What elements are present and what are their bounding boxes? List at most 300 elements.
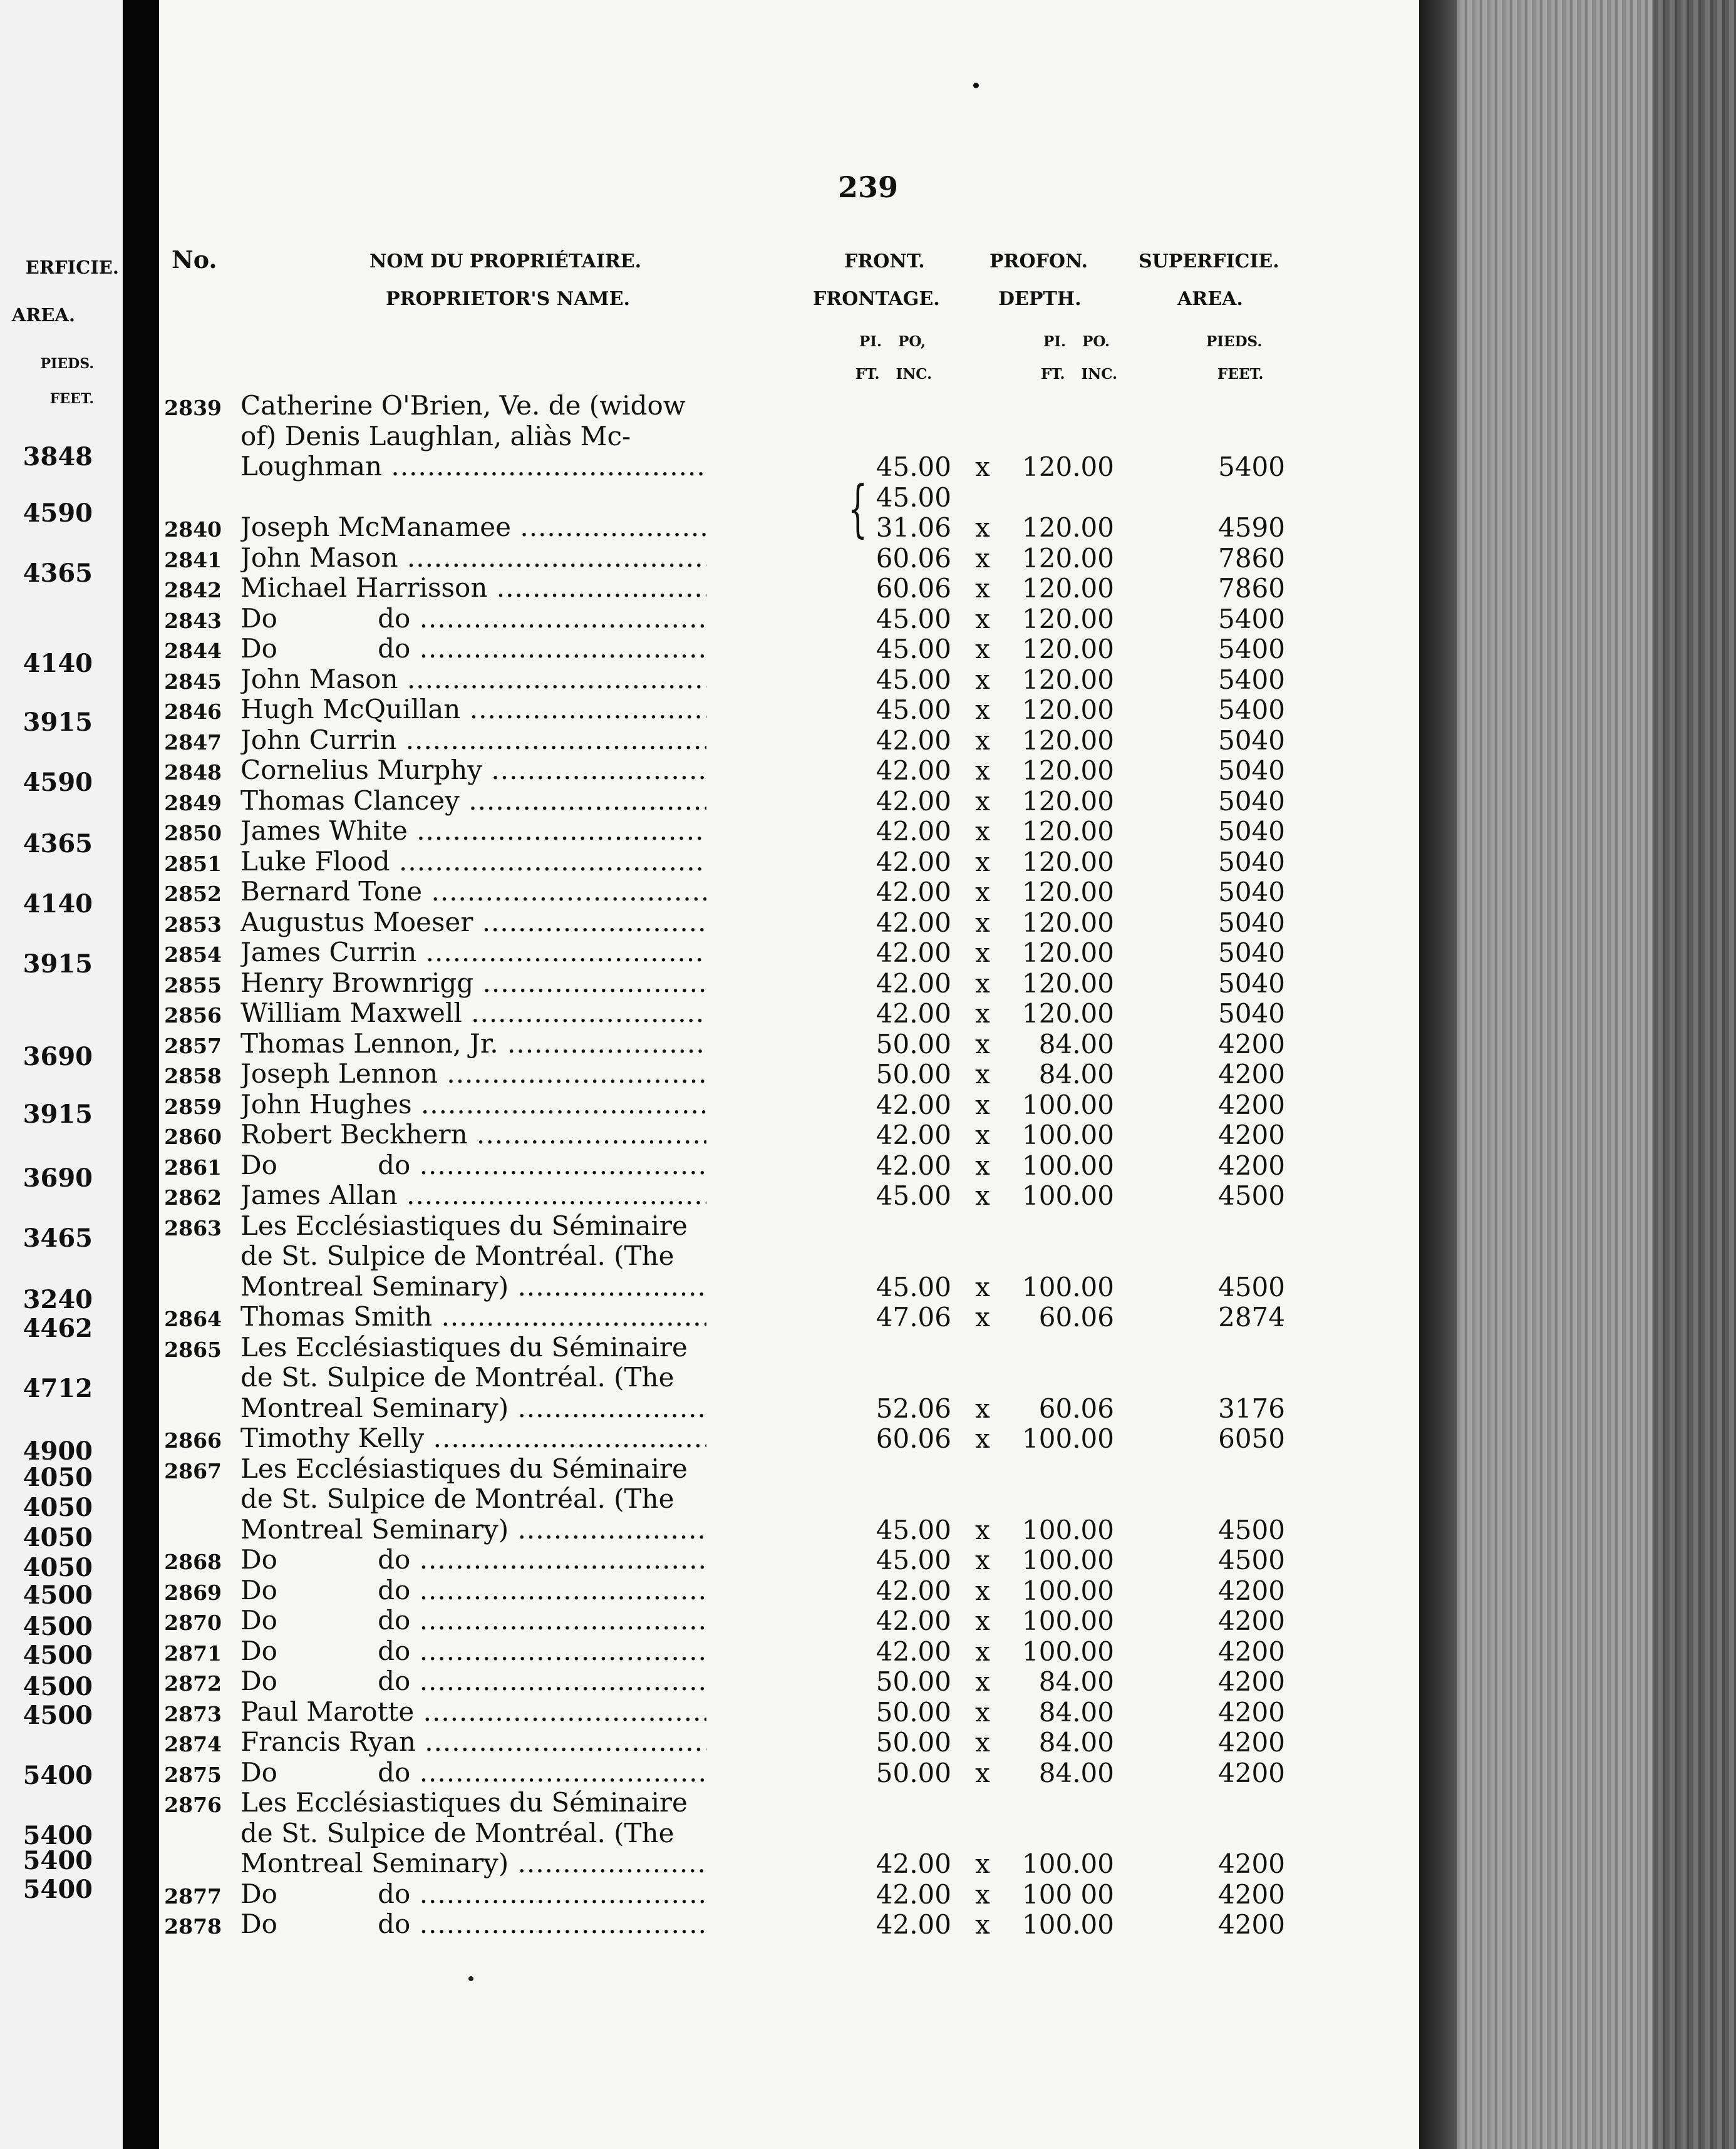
area-value: 4200 bbox=[1218, 1575, 1285, 1606]
depth-value: 84.00 bbox=[1038, 1696, 1114, 1728]
area-value: 5400 bbox=[1218, 603, 1285, 634]
depth-unit-fr: PI. PO. bbox=[1043, 333, 1110, 350]
depth-value: 100.00 bbox=[1022, 1545, 1114, 1575]
depth-value: 120.00 bbox=[1022, 603, 1114, 634]
depth-value: 120.00 bbox=[1022, 816, 1114, 847]
frontage-value: 45.00 bbox=[876, 603, 951, 634]
depth-value: 100.00 bbox=[1022, 1120, 1114, 1150]
entry-number: 2857 bbox=[164, 1033, 222, 1058]
frontage-value: 42.00 bbox=[876, 1575, 951, 1606]
times-sign: x bbox=[975, 937, 990, 968]
area-value: 4500 bbox=[1218, 1180, 1285, 1211]
times-sign: x bbox=[975, 451, 990, 482]
area-value: 5040 bbox=[1218, 877, 1285, 907]
times-sign: x bbox=[975, 967, 990, 999]
frontage-value: 60.06 bbox=[876, 573, 951, 604]
entry-number: 2855 bbox=[164, 972, 222, 997]
print-speck bbox=[973, 83, 979, 88]
times-sign: x bbox=[975, 1120, 990, 1150]
proprietor-name-line: Augustus Moeser ..... bbox=[240, 907, 706, 937]
area-value: 5400 bbox=[1218, 694, 1285, 725]
area-value: 6050 bbox=[1218, 1423, 1285, 1454]
area-value: 4200 bbox=[1218, 1757, 1285, 1788]
entry-number: 2864 bbox=[164, 1307, 222, 1331]
area-value: 5040 bbox=[1218, 907, 1285, 938]
frontage-value: 42.00 bbox=[876, 1909, 951, 1940]
frontage-value: 42.00 bbox=[876, 967, 951, 999]
front-unit-fr: PI. PO, bbox=[859, 333, 926, 350]
proprietor-name-line: Timothy Kelly ..... bbox=[240, 1423, 706, 1453]
print-speck bbox=[468, 1976, 473, 1981]
proprietor-name-line: Thomas Clancey ..... bbox=[240, 786, 706, 816]
proprietor-name-line: Montreal Seminary) ..... bbox=[240, 1848, 706, 1878]
times-sign: x bbox=[975, 877, 990, 907]
area-value: 5040 bbox=[1218, 998, 1285, 1029]
times-sign: x bbox=[975, 1727, 990, 1758]
proprietor-name-line: of) Denis Laughlan, aliàs Mc- bbox=[240, 421, 631, 451]
entry-number: 2856 bbox=[164, 1003, 222, 1028]
header-owner-en: PROPRIETOR'S NAME. bbox=[386, 288, 630, 310]
proprietor-name-line: Paul Marotte ..... bbox=[240, 1697, 706, 1727]
entry-number: 2854 bbox=[164, 942, 222, 967]
left-area-value: 4365 bbox=[23, 829, 93, 858]
depth-value: 100.00 bbox=[1022, 1423, 1114, 1454]
frontage-value: 42.00 bbox=[876, 1120, 951, 1150]
frontage-value: 52.06 bbox=[876, 1393, 951, 1424]
frontage-value: 60.06 bbox=[876, 542, 951, 574]
area-value: 5040 bbox=[1218, 816, 1285, 847]
proprietor-name-line: Thomas Smith ..... bbox=[240, 1302, 706, 1332]
entry-number: 2850 bbox=[164, 821, 222, 845]
times-sign: x bbox=[975, 1545, 990, 1575]
proprietor-name-line: Francis Ryan ..... bbox=[240, 1727, 706, 1757]
left-area-value: 4500 bbox=[23, 1672, 93, 1701]
left-area-value: 5400 bbox=[23, 1761, 93, 1790]
area-value: 7860 bbox=[1218, 573, 1285, 604]
frontage-value: 42.00 bbox=[876, 724, 951, 756]
frontage-value: 60.06 bbox=[876, 1423, 951, 1454]
proprietor-name-line: Loughman ..... bbox=[240, 451, 706, 482]
entry-number: 2845 bbox=[164, 669, 222, 694]
depth-value: 84.00 bbox=[1038, 1666, 1114, 1697]
entry-number: 2861 bbox=[164, 1155, 222, 1180]
depth-value: 100.00 bbox=[1022, 1271, 1114, 1302]
frontage-value: 45.00 bbox=[876, 1545, 951, 1575]
frontage-value: 31.06 bbox=[876, 512, 951, 543]
area-unit-en: FEET. bbox=[1217, 366, 1264, 383]
proprietor-name-line: James White ..... bbox=[240, 816, 706, 846]
area-value: 5040 bbox=[1218, 937, 1285, 968]
entry-number: 2863 bbox=[164, 1215, 222, 1240]
proprietor-name-line: Luke Flood ..... bbox=[240, 847, 706, 877]
left-header-superficie: ERFICIE. bbox=[25, 257, 119, 278]
times-sign: x bbox=[975, 1423, 990, 1454]
frontage-value: 42.00 bbox=[876, 1636, 951, 1667]
proprietor-name-line: Les Ecclésiastiques du Séminaire bbox=[240, 1788, 688, 1818]
proprietor-name-line: Joseph Lennon ..... bbox=[240, 1059, 706, 1089]
area-value: 4200 bbox=[1218, 1727, 1285, 1758]
entry-number: 2841 bbox=[164, 547, 222, 572]
entry-number: 2868 bbox=[164, 1550, 222, 1574]
times-sign: x bbox=[975, 1757, 990, 1788]
depth-value: 120.00 bbox=[1022, 694, 1114, 725]
depth-value: 100.00 bbox=[1022, 1180, 1114, 1211]
area-value: 4590 bbox=[1218, 512, 1285, 543]
depth-value: 120.00 bbox=[1022, 451, 1114, 482]
entry-number: 2875 bbox=[164, 1762, 222, 1787]
area-value: 2874 bbox=[1218, 1302, 1285, 1332]
header-no: No. bbox=[172, 245, 217, 274]
area-value: 5400 bbox=[1218, 664, 1285, 695]
proprietor-name-line: Do do ..... bbox=[240, 1605, 706, 1636]
times-sign: x bbox=[975, 907, 990, 938]
proprietor-name-line: Montreal Seminary) ..... bbox=[240, 1272, 706, 1302]
frontage-value: 42.00 bbox=[876, 846, 951, 877]
proprietor-name-line: Do do ..... bbox=[240, 604, 706, 634]
area-value: 4500 bbox=[1218, 1271, 1285, 1302]
frontage-value: 42.00 bbox=[876, 937, 951, 968]
proprietor-name-line: William Maxwell ..... bbox=[240, 998, 706, 1028]
frontage-value: 45.00 bbox=[876, 1514, 951, 1545]
depth-value: 120.00 bbox=[1022, 512, 1114, 543]
proprietor-name-line: Catherine O'Brien, Ve. de (widow bbox=[240, 391, 686, 421]
proprietor-name-line: de St. Sulpice de Montréal. (The bbox=[240, 1484, 674, 1514]
area-value: 5400 bbox=[1218, 634, 1285, 664]
document-page bbox=[159, 0, 1419, 2149]
times-sign: x bbox=[975, 1150, 990, 1181]
proprietor-name-line: de St. Sulpice de Montréal. (The bbox=[240, 1241, 674, 1271]
times-sign: x bbox=[975, 1878, 990, 1910]
frontage-value: 42.00 bbox=[876, 785, 951, 817]
entry-number: 2872 bbox=[164, 1671, 222, 1696]
entry-number: 2859 bbox=[164, 1094, 222, 1119]
entry-number: 2840 bbox=[164, 517, 222, 542]
area-value: 4500 bbox=[1218, 1545, 1285, 1575]
left-sub-pieds: PIEDS. bbox=[40, 356, 94, 372]
entry-number: 2867 bbox=[164, 1458, 222, 1483]
frontage-value: 42.00 bbox=[876, 998, 951, 1029]
area-value: 4200 bbox=[1218, 1120, 1285, 1150]
depth-value: 60.06 bbox=[1038, 1393, 1114, 1424]
entry-number: 2851 bbox=[164, 851, 222, 876]
area-value: 4500 bbox=[1218, 1514, 1285, 1545]
proprietor-name-line: Hugh McQuillan ..... bbox=[240, 694, 706, 724]
area-value: 4200 bbox=[1218, 1150, 1285, 1181]
frontage-value: 45.00 bbox=[876, 694, 951, 725]
times-sign: x bbox=[975, 694, 990, 725]
times-sign: x bbox=[975, 1636, 990, 1667]
depth-value: 60.06 bbox=[1038, 1302, 1114, 1332]
left-area-value: 4500 bbox=[23, 1701, 93, 1730]
proprietor-name-line: Cornelius Murphy ..... bbox=[240, 755, 706, 785]
depth-value: 120.00 bbox=[1022, 967, 1114, 999]
proprietor-name-line: Montreal Seminary) ..... bbox=[240, 1393, 706, 1423]
entry-number: 2846 bbox=[164, 699, 222, 724]
frontage-value: 45.00 bbox=[876, 634, 951, 664]
header-depth-en: DEPTH. bbox=[998, 288, 1082, 310]
area-value: 5400 bbox=[1218, 451, 1285, 482]
frontage-value: 50.00 bbox=[876, 1666, 951, 1697]
proprietor-name-line: Do do ..... bbox=[240, 634, 706, 664]
times-sign: x bbox=[975, 785, 990, 817]
depth-value: 100.00 bbox=[1022, 1848, 1114, 1879]
times-sign: x bbox=[975, 1393, 990, 1424]
area-value: 5040 bbox=[1218, 785, 1285, 817]
book-fold bbox=[1419, 0, 1457, 2149]
proprietor-name-line: Do do ..... bbox=[240, 1666, 706, 1696]
left-area-value: 4365 bbox=[23, 559, 93, 588]
proprietor-name-line: Michael Harrisson ..... bbox=[240, 573, 706, 603]
left-area-value: 4590 bbox=[23, 498, 93, 528]
left-area-value: 4140 bbox=[23, 889, 93, 919]
times-sign: x bbox=[975, 1666, 990, 1697]
depth-value: 100.00 bbox=[1022, 1514, 1114, 1545]
entry-number: 2862 bbox=[164, 1185, 222, 1210]
header-owner-fr: NOM DU PROPRIÉTAIRE. bbox=[369, 250, 642, 272]
proprietor-name-line: Do do ..... bbox=[240, 1545, 706, 1575]
front-unit-en: FT. INC. bbox=[855, 366, 933, 383]
proprietor-name-line: Les Ecclésiastiques du Séminaire bbox=[240, 1453, 688, 1484]
depth-value: 100.00 bbox=[1022, 1605, 1114, 1636]
depth-value: 84.00 bbox=[1038, 1757, 1114, 1788]
area-value: 4200 bbox=[1218, 1848, 1285, 1879]
times-sign: x bbox=[975, 816, 990, 847]
proprietor-name-line: Thomas Lennon, Jr. ..... bbox=[240, 1029, 706, 1059]
proprietor-name-line: Les Ecclésiastiques du Séminaire bbox=[240, 1210, 688, 1241]
frontage-value: 45.00 bbox=[876, 664, 951, 695]
left-area-value: 4050 bbox=[23, 1463, 93, 1492]
area-value: 4200 bbox=[1218, 1605, 1285, 1636]
depth-value: 120.00 bbox=[1022, 937, 1114, 968]
proprietor-name-line: Henry Brownrigg ..... bbox=[240, 968, 706, 998]
header-area-en: AREA. bbox=[1177, 288, 1243, 310]
frontage-value: 42.00 bbox=[876, 816, 951, 847]
depth-value: 84.00 bbox=[1038, 1059, 1114, 1090]
depth-value: 120.00 bbox=[1022, 998, 1114, 1029]
times-sign: x bbox=[975, 1028, 990, 1059]
proprietor-name-line: John Hughes ..... bbox=[240, 1090, 706, 1120]
proprietor-name-line: Bernard Tone ..... bbox=[240, 877, 706, 907]
left-area-value: 3690 bbox=[23, 1163, 93, 1193]
proprietor-name-line: John Currin ..... bbox=[240, 725, 706, 755]
depth-value: 120.00 bbox=[1022, 634, 1114, 664]
proprietor-name-line: de St. Sulpice de Montréal. (The bbox=[240, 1363, 674, 1393]
frontage-value: 50.00 bbox=[876, 1059, 951, 1090]
entry-number: 2849 bbox=[164, 790, 222, 815]
times-sign: x bbox=[975, 1302, 990, 1332]
book-gutter bbox=[123, 0, 159, 2149]
left-area-value: 4900 bbox=[23, 1436, 93, 1466]
depth-value: 120.00 bbox=[1022, 724, 1114, 756]
entry-number: 2848 bbox=[164, 760, 222, 785]
area-unit-fr: PIEDS. bbox=[1206, 333, 1263, 350]
times-sign: x bbox=[975, 998, 990, 1029]
times-sign: x bbox=[975, 1605, 990, 1636]
depth-value: 84.00 bbox=[1038, 1727, 1114, 1758]
entry-number: 2847 bbox=[164, 729, 222, 755]
depth-unit-en: FT. INC. bbox=[1041, 366, 1118, 383]
proprietor-name-line: Do do ..... bbox=[240, 1909, 706, 1939]
frontage-value: 45.00 bbox=[876, 451, 951, 482]
proprietor-name-line: Montreal Seminary) ..... bbox=[240, 1515, 706, 1545]
area-value: 3176 bbox=[1218, 1393, 1285, 1424]
entry-number: 2865 bbox=[164, 1337, 222, 1362]
area-value: 4200 bbox=[1218, 1878, 1285, 1910]
header-front-en: FRONTAGE. bbox=[813, 288, 940, 310]
header-area-fr: SUPERFICIE. bbox=[1139, 250, 1279, 272]
frontage-value: 45.00 bbox=[876, 1271, 951, 1302]
frontage-value: 42.00 bbox=[876, 755, 951, 786]
times-sign: x bbox=[975, 846, 990, 877]
left-area-value: 5400 bbox=[23, 1846, 93, 1875]
frontage-value: 45.00 bbox=[876, 1180, 951, 1211]
proprietor-name-line: Do do ..... bbox=[240, 1879, 706, 1909]
entry-number: 2842 bbox=[164, 578, 222, 602]
entry-number: 2870 bbox=[164, 1610, 222, 1635]
times-sign: x bbox=[975, 1089, 990, 1120]
entry-number: 2843 bbox=[164, 608, 222, 633]
area-value: 5040 bbox=[1218, 755, 1285, 786]
proprietor-name-line: Do do ..... bbox=[240, 1150, 706, 1180]
left-area-value: 4712 bbox=[23, 1374, 93, 1403]
page-edges-dark bbox=[1653, 0, 1736, 2149]
depth-value: 120.00 bbox=[1022, 755, 1114, 786]
left-sub-feet: FEET. bbox=[49, 391, 94, 407]
left-area-value: 5400 bbox=[23, 1875, 93, 1904]
depth-value: 120.00 bbox=[1022, 542, 1114, 574]
area-value: 7860 bbox=[1218, 542, 1285, 574]
entry-number: 2844 bbox=[164, 639, 222, 663]
left-area-value: 3690 bbox=[23, 1042, 93, 1071]
frontage-upper-value: 45.00 bbox=[876, 482, 951, 513]
frontage-value: 42.00 bbox=[876, 1605, 951, 1636]
area-value: 4200 bbox=[1218, 1636, 1285, 1667]
area-value: 4200 bbox=[1218, 1028, 1285, 1059]
left-area-value: 4500 bbox=[23, 1641, 93, 1670]
depth-value: 84.00 bbox=[1038, 1028, 1114, 1059]
header-front-fr: FRONT. bbox=[844, 250, 925, 272]
left-area-value: 3915 bbox=[23, 1100, 93, 1129]
times-sign: x bbox=[975, 603, 990, 634]
area-value: 4200 bbox=[1218, 1696, 1285, 1728]
times-sign: x bbox=[975, 512, 990, 543]
left-area-value: 4500 bbox=[23, 1580, 93, 1610]
proprietor-name-line: de St. Sulpice de Montréal. (The bbox=[240, 1818, 674, 1848]
frontage-value: 42.00 bbox=[876, 907, 951, 938]
frontage-value: 42.00 bbox=[876, 1878, 951, 1910]
entry-number: 2866 bbox=[164, 1428, 222, 1453]
proprietor-name-line: Do do ..... bbox=[240, 1636, 706, 1666]
proprietor-name-line: James Allan ..... bbox=[240, 1180, 706, 1210]
entry-number: 2876 bbox=[164, 1793, 222, 1817]
area-value: 4200 bbox=[1218, 1059, 1285, 1090]
left-area-value: 3465 bbox=[23, 1224, 93, 1253]
frontage-value: 50.00 bbox=[876, 1696, 951, 1728]
entry-number: 2839 bbox=[164, 396, 222, 420]
proprietor-name-line: Robert Beckhern ..... bbox=[240, 1120, 706, 1150]
proprietor-name-line: Les Ecclésiastiques du Séminaire bbox=[240, 1332, 688, 1363]
left-area-value: 4462 bbox=[23, 1314, 93, 1343]
times-sign: x bbox=[975, 1271, 990, 1302]
depth-value: 100.00 bbox=[1022, 1636, 1114, 1667]
proprietor-name-line: James Currin ..... bbox=[240, 937, 706, 967]
depth-value: 120.00 bbox=[1022, 573, 1114, 604]
times-sign: x bbox=[975, 664, 990, 695]
depth-value: 100.00 bbox=[1022, 1575, 1114, 1606]
left-area-value: 3915 bbox=[23, 708, 93, 737]
proprietor-name-line: Do do ..... bbox=[240, 1575, 706, 1605]
depth-value: 120.00 bbox=[1022, 907, 1114, 938]
depth-value: 100 00 bbox=[1022, 1878, 1114, 1910]
left-area-value: 5400 bbox=[23, 1821, 93, 1850]
entry-number: 2858 bbox=[164, 1064, 222, 1088]
frontage-value: 50.00 bbox=[876, 1727, 951, 1758]
frontage-value: 42.00 bbox=[876, 877, 951, 907]
depth-value: 120.00 bbox=[1022, 877, 1114, 907]
area-value: 4200 bbox=[1218, 1666, 1285, 1697]
left-area-value: 4140 bbox=[23, 649, 93, 678]
entry-number: 2853 bbox=[164, 912, 222, 937]
left-area-value: 3848 bbox=[23, 442, 93, 472]
times-sign: x bbox=[975, 1180, 990, 1211]
left-area-value: 4590 bbox=[23, 768, 93, 797]
entry-number: 2869 bbox=[164, 1580, 222, 1605]
frontage-value: 47.06 bbox=[876, 1302, 951, 1332]
times-sign: x bbox=[975, 1575, 990, 1606]
times-sign: x bbox=[975, 1909, 990, 1940]
entry-number: 2871 bbox=[164, 1641, 222, 1666]
left-area-value: 3915 bbox=[23, 949, 93, 979]
times-sign: x bbox=[975, 755, 990, 786]
frontage-value: 42.00 bbox=[876, 1848, 951, 1879]
entry-number: 2860 bbox=[164, 1125, 222, 1149]
times-sign: x bbox=[975, 542, 990, 574]
entry-number: 2877 bbox=[164, 1884, 222, 1909]
depth-value: 120.00 bbox=[1022, 664, 1114, 695]
left-area-value: 4050 bbox=[23, 1523, 93, 1552]
entry-number: 2874 bbox=[164, 1732, 222, 1756]
proprietor-name-line: John Mason ..... bbox=[240, 543, 706, 573]
left-header-area: AREA. bbox=[11, 304, 75, 326]
depth-value: 100.00 bbox=[1022, 1150, 1114, 1181]
page-number: 239 bbox=[838, 170, 899, 204]
area-value: 4200 bbox=[1218, 1909, 1285, 1940]
brace-mark: { bbox=[848, 473, 868, 545]
depth-value: 100.00 bbox=[1022, 1089, 1114, 1120]
left-page-fragment bbox=[0, 0, 123, 2149]
frontage-value: 50.00 bbox=[876, 1757, 951, 1788]
frontage-value: 42.00 bbox=[876, 1089, 951, 1120]
area-value: 5040 bbox=[1218, 724, 1285, 756]
header-depth-fr: PROFON. bbox=[989, 250, 1088, 272]
proprietor-name-line: Joseph McManamee ..... bbox=[240, 512, 706, 542]
entry-number: 2878 bbox=[164, 1914, 222, 1939]
depth-value: 120.00 bbox=[1022, 846, 1114, 877]
left-area-value: 4500 bbox=[23, 1612, 93, 1641]
times-sign: x bbox=[975, 1696, 990, 1728]
left-area-value: 3240 bbox=[23, 1285, 93, 1314]
depth-value: 120.00 bbox=[1022, 785, 1114, 817]
times-sign: x bbox=[975, 1059, 990, 1090]
entry-number: 2873 bbox=[164, 1701, 222, 1726]
times-sign: x bbox=[975, 634, 990, 664]
times-sign: x bbox=[975, 1848, 990, 1879]
times-sign: x bbox=[975, 1514, 990, 1545]
area-value: 5040 bbox=[1218, 967, 1285, 999]
left-area-value: 4050 bbox=[23, 1493, 93, 1522]
entry-number: 2852 bbox=[164, 882, 222, 906]
area-value: 4200 bbox=[1218, 1089, 1285, 1120]
